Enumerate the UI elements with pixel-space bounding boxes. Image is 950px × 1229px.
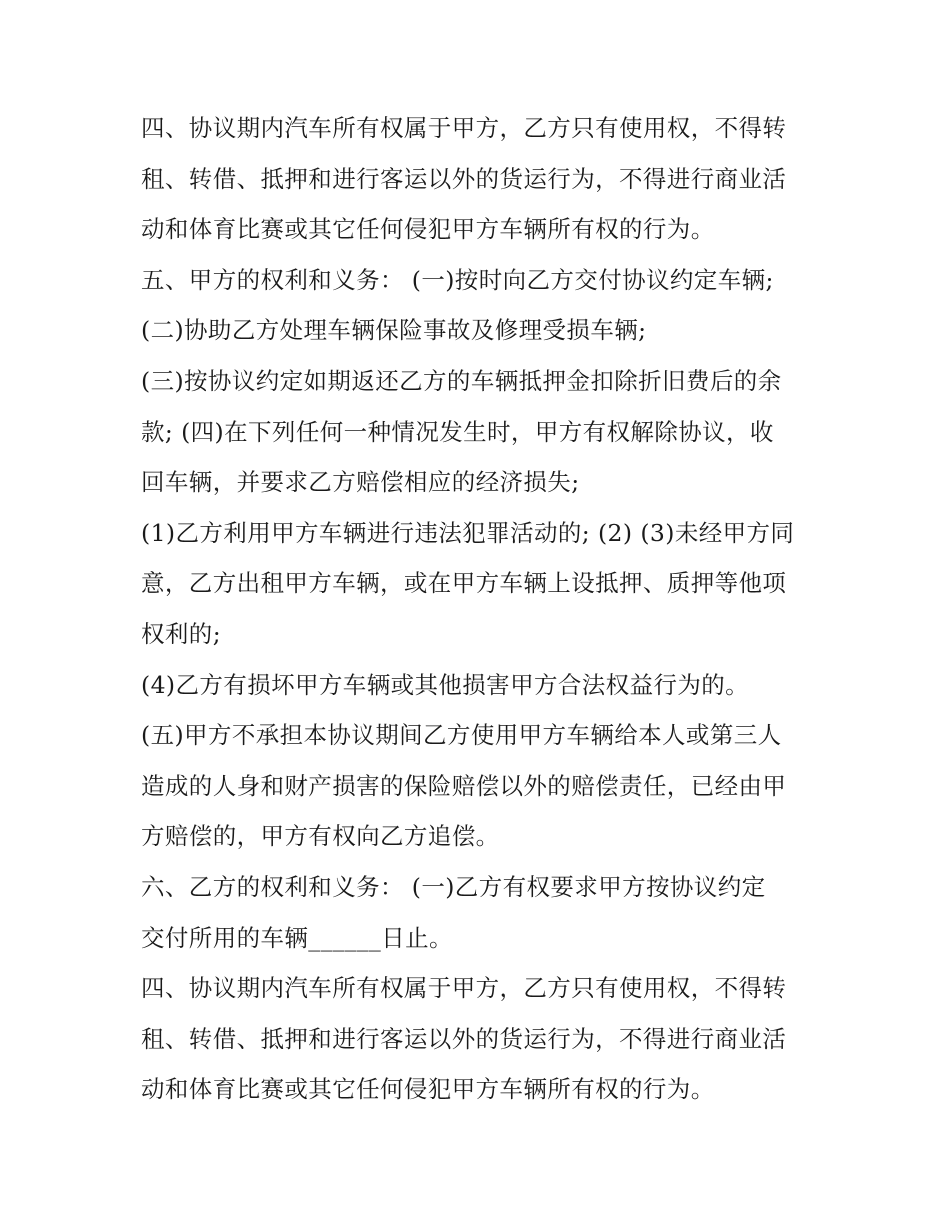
text-line: 租、转借、抵押和进行客运以外的货运行为，不得进行商业活 [141,1024,787,1053]
paragraph-party-a-item-3-4 [141,356,821,508]
document-body [141,103,821,1115]
text-line: 款; (四)在下列任何一种情况发生时，甲方有权解除协议，收 [141,417,774,446]
text-line: 意，乙方出租甲方车辆，或在甲方车辆上设抵押、质押等他项 [141,569,787,598]
paragraph-party-a-item-5 [141,710,821,862]
text-line: 四、协议期内汽车所有权属于甲方，乙方只有使用权，不得转 [141,974,787,1003]
text-line: (1)乙方利用甲方车辆进行违法犯罪活动的; (2) (3)未经甲方同 [141,518,795,547]
paragraph-termination-cases [141,508,821,660]
text-line: 权利的; [141,619,222,648]
text-line: 六、乙方的权利和义务： (一)乙方有权要求甲方按协议约定 [141,872,766,901]
text-line: 回车辆，并要求乙方赔偿相应的经济损失; [141,468,580,497]
text-line: 交付所用的车辆______日止。 [141,923,453,952]
paragraph-party-a-rights [141,255,821,306]
text-line: 五、甲方的权利和义务： (一)按时向乙方交付协议约定车辆; [141,265,774,294]
text-line: (二)协助乙方处理车辆保险事故及修理受损车辆; [141,316,647,345]
paragraph-case-4 [141,660,821,711]
paragraph-ownership-repeat [141,963,821,1115]
text-line: (三)按协议约定如期返还乙方的车辆抵押金扣除折旧费后的余 [141,366,782,395]
paragraph-party-b-rights [141,862,821,963]
text-line: (4)乙方有损坏甲方车辆或其他损害甲方合法权益行为的。 [141,670,750,699]
paragraph-ownership [141,103,821,255]
text-line: (五)甲方不承担本协议期间乙方使用甲方车辆给本人或第三人 [141,721,782,750]
text-line: 四、协议期内汽车所有权属于甲方，乙方只有使用权，不得转 [141,114,787,142]
text-line: 租、转借、抵押和进行客运以外的货运行为，不得进行商业活 [141,164,787,193]
paragraph-party-a-item-2 [141,305,821,356]
text-line: 方赔偿的，甲方有权向乙方追偿。 [141,822,500,851]
text-line: 动和体育比赛或其它任何侵犯甲方车辆所有权的行为。 [141,215,715,244]
text-line: 造成的人身和财产损害的保险赔偿以外的赔偿责任，已经由甲 [141,771,787,800]
text-line: 动和体育比赛或其它任何侵犯甲方车辆所有权的行为。 [141,1075,715,1104]
